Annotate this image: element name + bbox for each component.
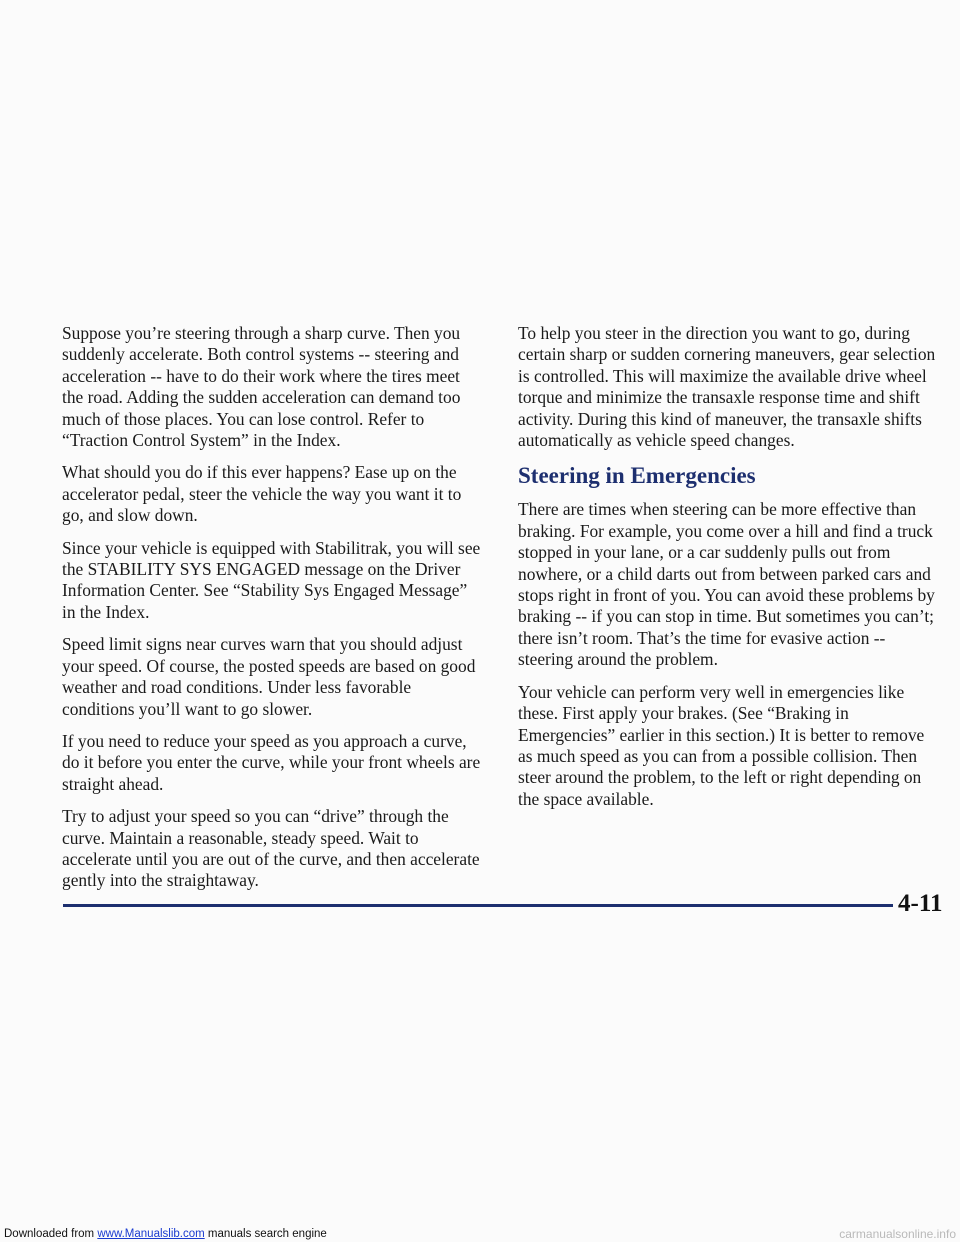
- footer-prefix: Downloaded from: [4, 1228, 98, 1240]
- paragraph-what-to-do: What should you do if this ever happens? Ease up on the accelerator pedal, steer the vehicle the way you want it to go, and slow down.: [62, 462, 462, 526]
- paragraph-sharp-curve: Suppose you’re steering through a sharp curve. Then you suddenly accelerate. Both control systems -- steering and acceleration -- have to do their work where the tires meet the road. Adding the sudden acceleration can demand too much of those places. You can lose control. Refer to “Traction Control System” in the Index.: [62, 323, 461, 451]
- footer-download-text: [4, 1226, 327, 1242]
- paragraph-gear-selection: To help you steer in the direction you want to go, during certain sharp or sudden cornering maneuvers, gear selection is controlled. This will maximize the available drive wheel torque and minimize the transaxle response time and shift activity. During this kind of maneuver, the transaxle shifts automatically as vehicle speed changes.: [518, 323, 936, 451]
- footer-suffix: manuals search engine: [204, 1228, 327, 1240]
- left-column: [62, 323, 482, 903]
- watermark-text: carmanualsonline.info: [839, 1227, 956, 1241]
- page-number: 4-11: [898, 890, 943, 917]
- page-rule: [63, 904, 893, 907]
- paragraph-steering-vs-braking: There are times when steering can be more effective than braking. For example, you come over a hill and find a truck stopped in your lane, or a car suddenly pulls out from nowhere, or a child darts out from between parked cars and stops right in front of you. You can avoid these problems by braking -- if you can stop in time. But sometimes you can’t; there isn’t room. That’s the time for evasive action -- steering around the problem.: [518, 499, 935, 670]
- download-footer: [0, 1226, 960, 1242]
- section-heading: Steering in Emergencies: [518, 463, 756, 489]
- manualslib-link[interactable]: www.Manualslib.com: [97, 1228, 205, 1240]
- paragraph-reduce-speed: If you need to reduce your speed as you approach a curve, do it before you enter the curve, while your front wheels are straight ahead.: [62, 730, 481, 794]
- paragraph-emergency-performance: Your vehicle can perform very well in emergencies like these. First apply your brakes. (See “Braking in Emergencies” earlier in this section.) It is better to remove as much speed as you can from a possible collision. Then steer around the problem, to the left or right depending on the space available.: [518, 681, 925, 809]
- paragraph-drive-through-curve: Try to adjust your speed so you can “drive” through the curve. Maintain a reasonable, steady speed. Wait to accelerate until you are out of the curve, and then accelerate gently into the straightaway.: [62, 806, 480, 891]
- paragraph-speed-limit-signs: Speed limit signs near curves warn that you should adjust your speed. Of course, the posted speeds are based on good weather and road conditions. Under less favorable conditions you’ll want to go slower.: [62, 634, 476, 719]
- right-column: [518, 323, 943, 821]
- paragraph-stabilitrak: Since your vehicle is equipped with Stabilitrak, you will see the STABILITY SYS ENGAGED message on the Driver Information Center. See “Stability Sys Engaged Message” in the Index.: [62, 537, 481, 622]
